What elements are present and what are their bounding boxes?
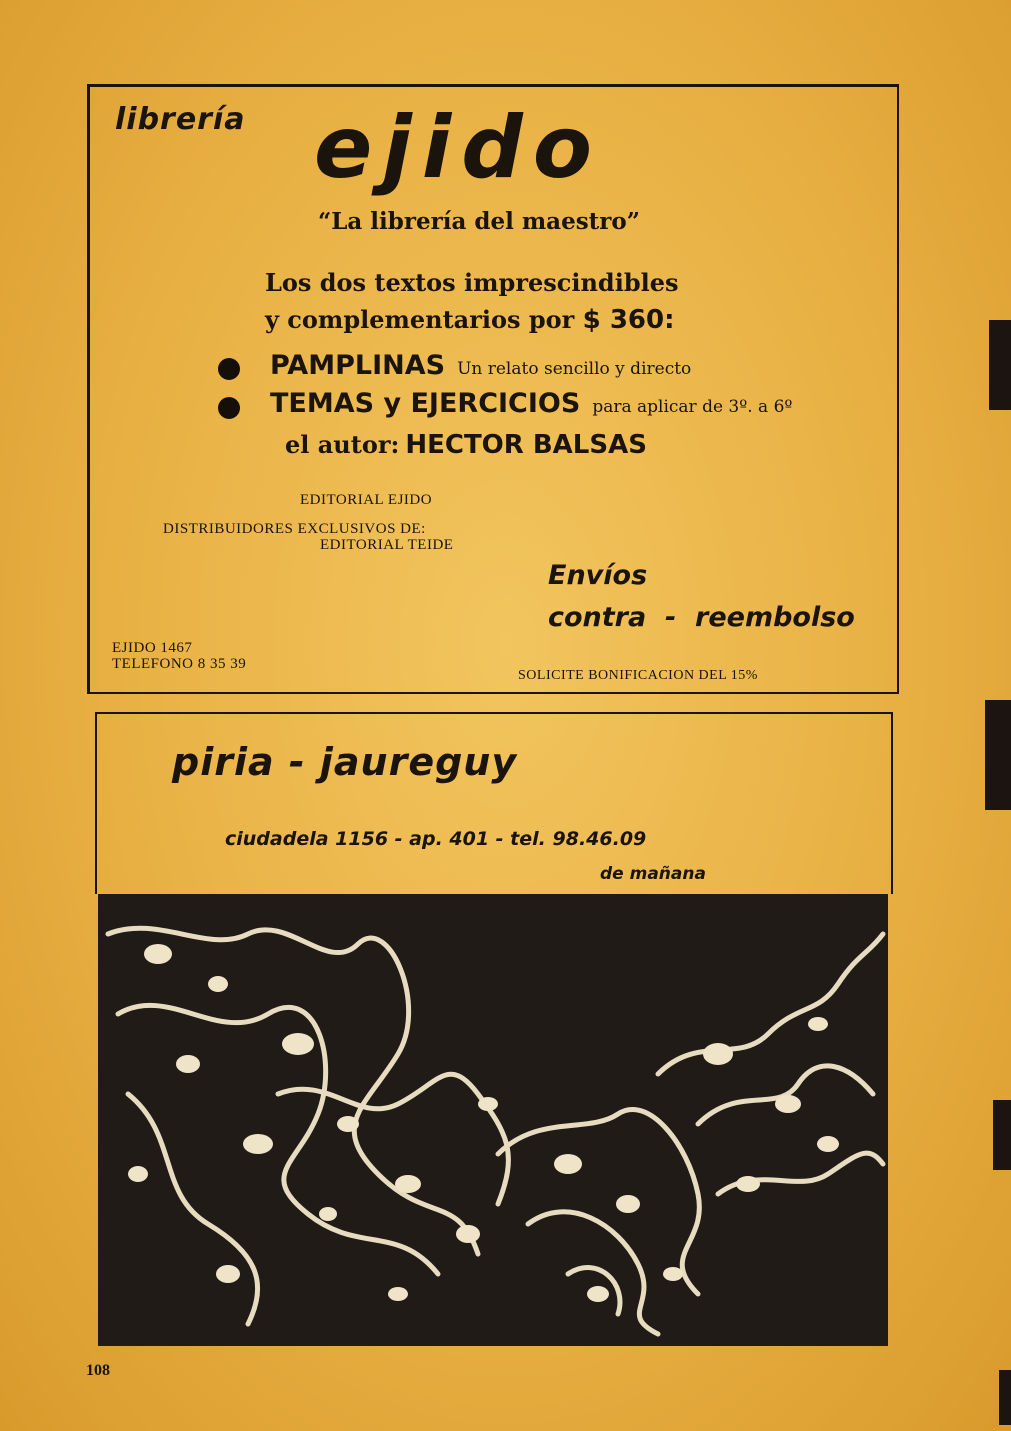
distributor: EDITORIAL TEIDE bbox=[320, 537, 454, 553]
offer-line-1: Los dos textos imprescindibles bbox=[265, 268, 679, 297]
ejido-logo: ejido bbox=[314, 98, 602, 198]
ejido-slogan: “La librería del maestro” bbox=[318, 208, 640, 235]
book-item bbox=[270, 388, 792, 419]
piria-contact: ciudadela 1156 - ap. 401 - tel. 98.46.09 bbox=[225, 828, 647, 850]
author-line bbox=[285, 430, 647, 460]
address: EJIDO 1467 bbox=[112, 640, 193, 656]
phone: TELEFONO 8 35 39 bbox=[112, 656, 247, 672]
page-tear-mark bbox=[999, 1370, 1011, 1425]
page-tear-mark bbox=[989, 320, 1011, 410]
discount-note: SOLICITE BONIFICACION DEL 15% bbox=[518, 668, 758, 683]
publisher: EDITORIAL EJIDO bbox=[300, 492, 433, 508]
offer-line-2 bbox=[265, 305, 674, 335]
bullet-icon bbox=[218, 358, 240, 380]
piria-tagline: de mañana bbox=[600, 864, 706, 884]
offer-line-2-text: y complementarios por bbox=[265, 305, 583, 334]
author-label: el autor: bbox=[285, 430, 400, 459]
page-tear-mark bbox=[993, 1100, 1011, 1170]
offer-price: $ 360: bbox=[582, 305, 675, 335]
ejido-prefix: librería bbox=[115, 102, 246, 137]
shipping-line-1: Envíos bbox=[548, 560, 648, 591]
book-item bbox=[270, 350, 691, 381]
author-name: HECTOR BALSAS bbox=[405, 430, 647, 460]
page-tear-mark bbox=[985, 700, 1011, 810]
address-block bbox=[112, 640, 246, 672]
book-description: Un relato sencillo y directo bbox=[457, 359, 692, 379]
shipping-line-2: contra - reembolso bbox=[548, 602, 855, 633]
distributors-label: DISTRIBUIDORES EXCLUSIVOS DE: bbox=[163, 521, 426, 537]
piria-logo: piria - jaureguy bbox=[172, 740, 518, 784]
book-description: para aplicar de 3º. a 6º bbox=[592, 397, 793, 417]
bullet-icon bbox=[218, 397, 240, 419]
book-title: TEMAS y EJERCICIOS bbox=[270, 388, 581, 419]
abstract-artwork-image bbox=[98, 894, 888, 1346]
page-number: 108 bbox=[86, 1362, 110, 1379]
book-title: PAMPLINAS bbox=[270, 350, 446, 381]
